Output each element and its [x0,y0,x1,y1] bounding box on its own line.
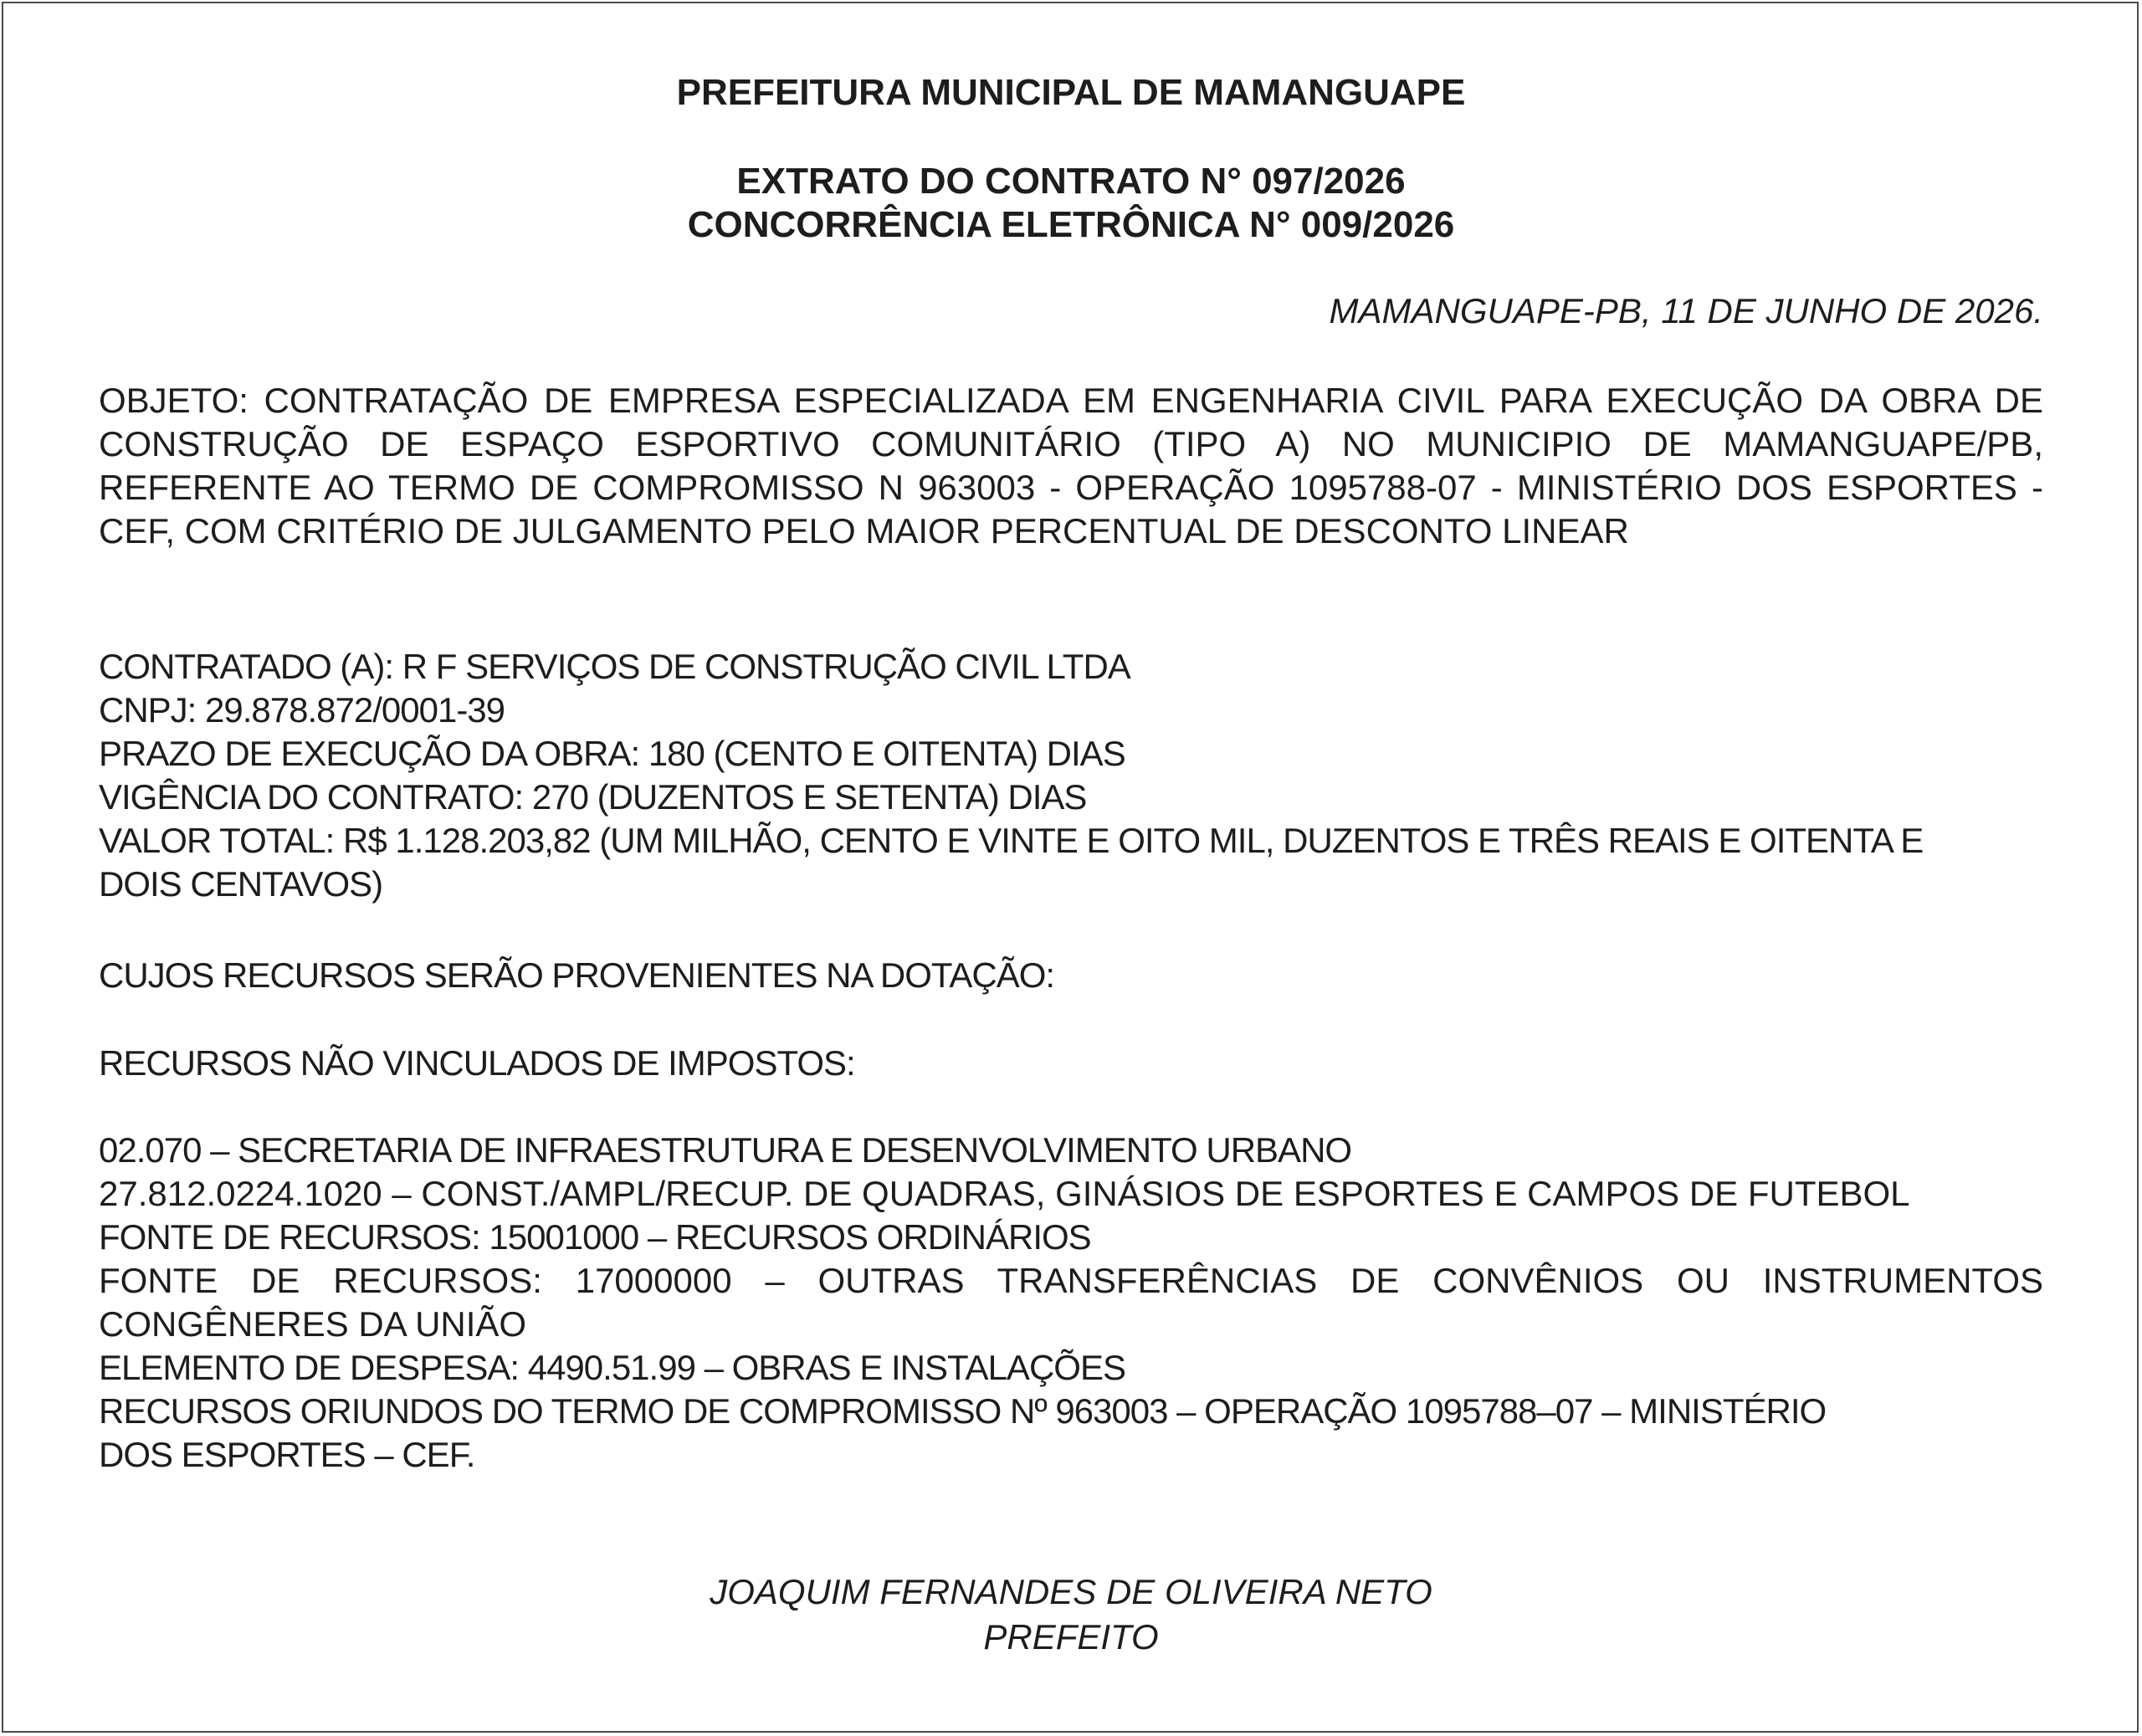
contract-details [99,645,2043,906]
signature-block [99,1570,2043,1660]
cnpj-line: CNPJ: 29.878.872/0001-39 [99,690,505,730]
acao-line: 27.812.0224.1020 – CONST./AMPL/RECUP. DE QUADRAS, GINÁSIOS DE ESPORTES E CAMPOS DE FUTEBOL [99,1174,1910,1213]
elemento-line: ELEMENTO DE DESPESA: 4490.51.99 – OBRAS E INSTALAÇÕES [99,1348,1125,1387]
vigencia-line: VIGÊNCIA DO CONTRATO: 270 (DUZENTOS E SETENTA) DIAS [99,777,1087,817]
prazo-line: PRAZO DE EXECUÇÃO DA OBRA: 180 (CENTO E OITENTA) DIAS [99,734,1125,773]
funding-intro: CUJOS RECURSOS SERÃO PROVENIENTES NA DOTAÇÃO: [99,955,1055,995]
fonte1-line: FONTE DE RECURSOS: 15001000 – RECURSOS ORDINÁRIOS [99,1217,1091,1257]
origem-line: RECURSOS ORIUNDOS DO TERMO DE COMPROMISSO Nº 963003 – OPERAÇÃO 1095788–07 – MINISTÉRIO DOS ESPORTES – CEF. [99,1391,1827,1474]
signatory-name: JOAQUIM FERNANDES DE OLIVEIRA NETO [710,1572,1432,1611]
secretaria-line: 02.070 – SECRETARIA DE INFRAESTRUTURA E DESENVOLVIMENTO URBANO [99,1130,1352,1170]
fonte2-line: FONTE DE RECURSOS: 17000000 – OUTRAS TRANSFERÊNCIAS DE CONVÊNIOS OU INSTRUMENTOS CONGÊNERES DA UNIÃO [99,1261,2043,1344]
date-line: MAMANGUAPE-PB, 11 DE JUNHO DE 2026. [1329,291,2043,330]
institution-title: PREFEITURA MUNICIPAL DE MAMANGUAPE [676,72,1466,113]
dotacao-block [99,1129,2043,1477]
contratado-line: CONTRATADO (A): R F SERVIÇOS DE CONSTRUÇÃO CIVIL LTDA [99,647,1130,686]
contract-title: EXTRATO DO CONTRATO N° 097/2026 [736,161,1406,202]
tender-title: CONCORRÊNCIA ELETRÔNICA N° 009/2026 [687,204,1455,245]
objeto-paragraph: OBJETO: CONTRATAÇÃO DE EMPRESA ESPECIALIZADA EM ENGENHARIA CIVIL PARA EXECUÇÃO DA OBRA DE CONSTRUÇÃO DE ESPAÇO ESPORTIVO COMUNITÁRIO (TIPO A) NO MUNICIPIO DE MAMANGUAPE/PB, REFERENTE AO TERMO DE COMPROMISSO N 963003 - OPERAÇÃO 1095788-07 - MINISTÉRIO DOS ESPORTES - CEF, COM CRITÉRIO DE JULGAMENTO PELO MAIOR PERCENTUAL DE DESCONTO LINEAR [99,381,2043,551]
funding-type: RECURSOS NÃO VINCULADOS DE IMPOSTOS: [99,1043,855,1083]
signatory-role: PREFEITO [983,1617,1159,1657]
valor-line: VALOR TOTAL: R$ 1.128.203,82 (UM MILHÃO, CENTO E VINTE E OITO MIL, DUZENTOS E TRÊS REAIS E OITENTA E DOIS CENTAVOS) [99,821,1924,904]
